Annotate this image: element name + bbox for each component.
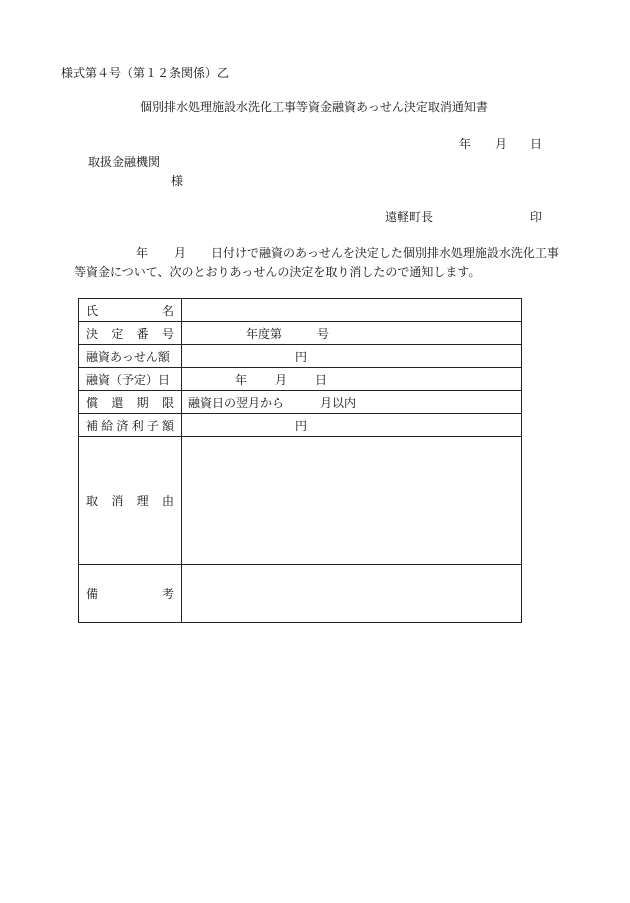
date-day: 日 <box>530 137 543 151</box>
value-amount: 円 <box>182 345 522 368</box>
date-month: 月 <box>495 137 508 151</box>
value-remarks <box>182 565 522 623</box>
body-text-line2: 等資金について、次のとおりあっせんの決定を取り消したので通知します。 <box>74 265 481 279</box>
label-remarks: 備 考 <box>79 565 182 623</box>
recipient-honorific: 様 <box>171 174 184 188</box>
issuer-name: 遠軽町長 <box>385 210 434 224</box>
row-name <box>79 299 522 322</box>
row-amount <box>79 345 522 368</box>
notice-table <box>78 298 522 623</box>
label-reason: 取 消 理 由 <box>79 437 182 565</box>
label-loan-date: 融資（予定）日 <box>79 368 182 391</box>
body-text-line1: 日付けで融資のあっせんを決定した個別排水処理施設水洗化工事 <box>211 246 559 260</box>
row-reason <box>79 437 522 565</box>
value-loan-date: 年 月 日 <box>182 368 522 391</box>
row-loan-date <box>79 368 522 391</box>
row-subsidy <box>79 414 522 437</box>
row-remarks <box>79 565 522 623</box>
date-year: 年 <box>459 137 472 151</box>
value-repayment: 融資日の翌月から 月以内 <box>182 391 522 414</box>
value-subsidy: 円 <box>182 414 522 437</box>
label-repayment: 償 還 期 限 <box>79 391 182 414</box>
value-reason <box>182 437 522 565</box>
label-subsidy: 補 給 済 利 子 額 <box>79 414 182 437</box>
value-name <box>182 299 522 322</box>
recipient-organization: 取扱金融機関 <box>88 155 161 169</box>
seal-mark: 印 <box>530 210 543 224</box>
row-decision-number <box>79 322 522 345</box>
row-repayment <box>79 391 522 414</box>
label-decision-number: 決 定 番 号 <box>79 322 182 345</box>
label-name: 氏 名 <box>79 299 182 322</box>
value-decision-number: 年度第 号 <box>182 322 522 345</box>
body-month: 月 <box>174 246 187 260</box>
form-number: 様式第４号（第１２条関係）乙 <box>61 66 230 80</box>
body-year: 年 <box>136 246 149 260</box>
document-title: 個別排水処理施設水洗化工事等資金融資あっせん決定取消通知書 <box>140 100 488 114</box>
label-amount: 融資あっせん額 <box>79 345 182 368</box>
